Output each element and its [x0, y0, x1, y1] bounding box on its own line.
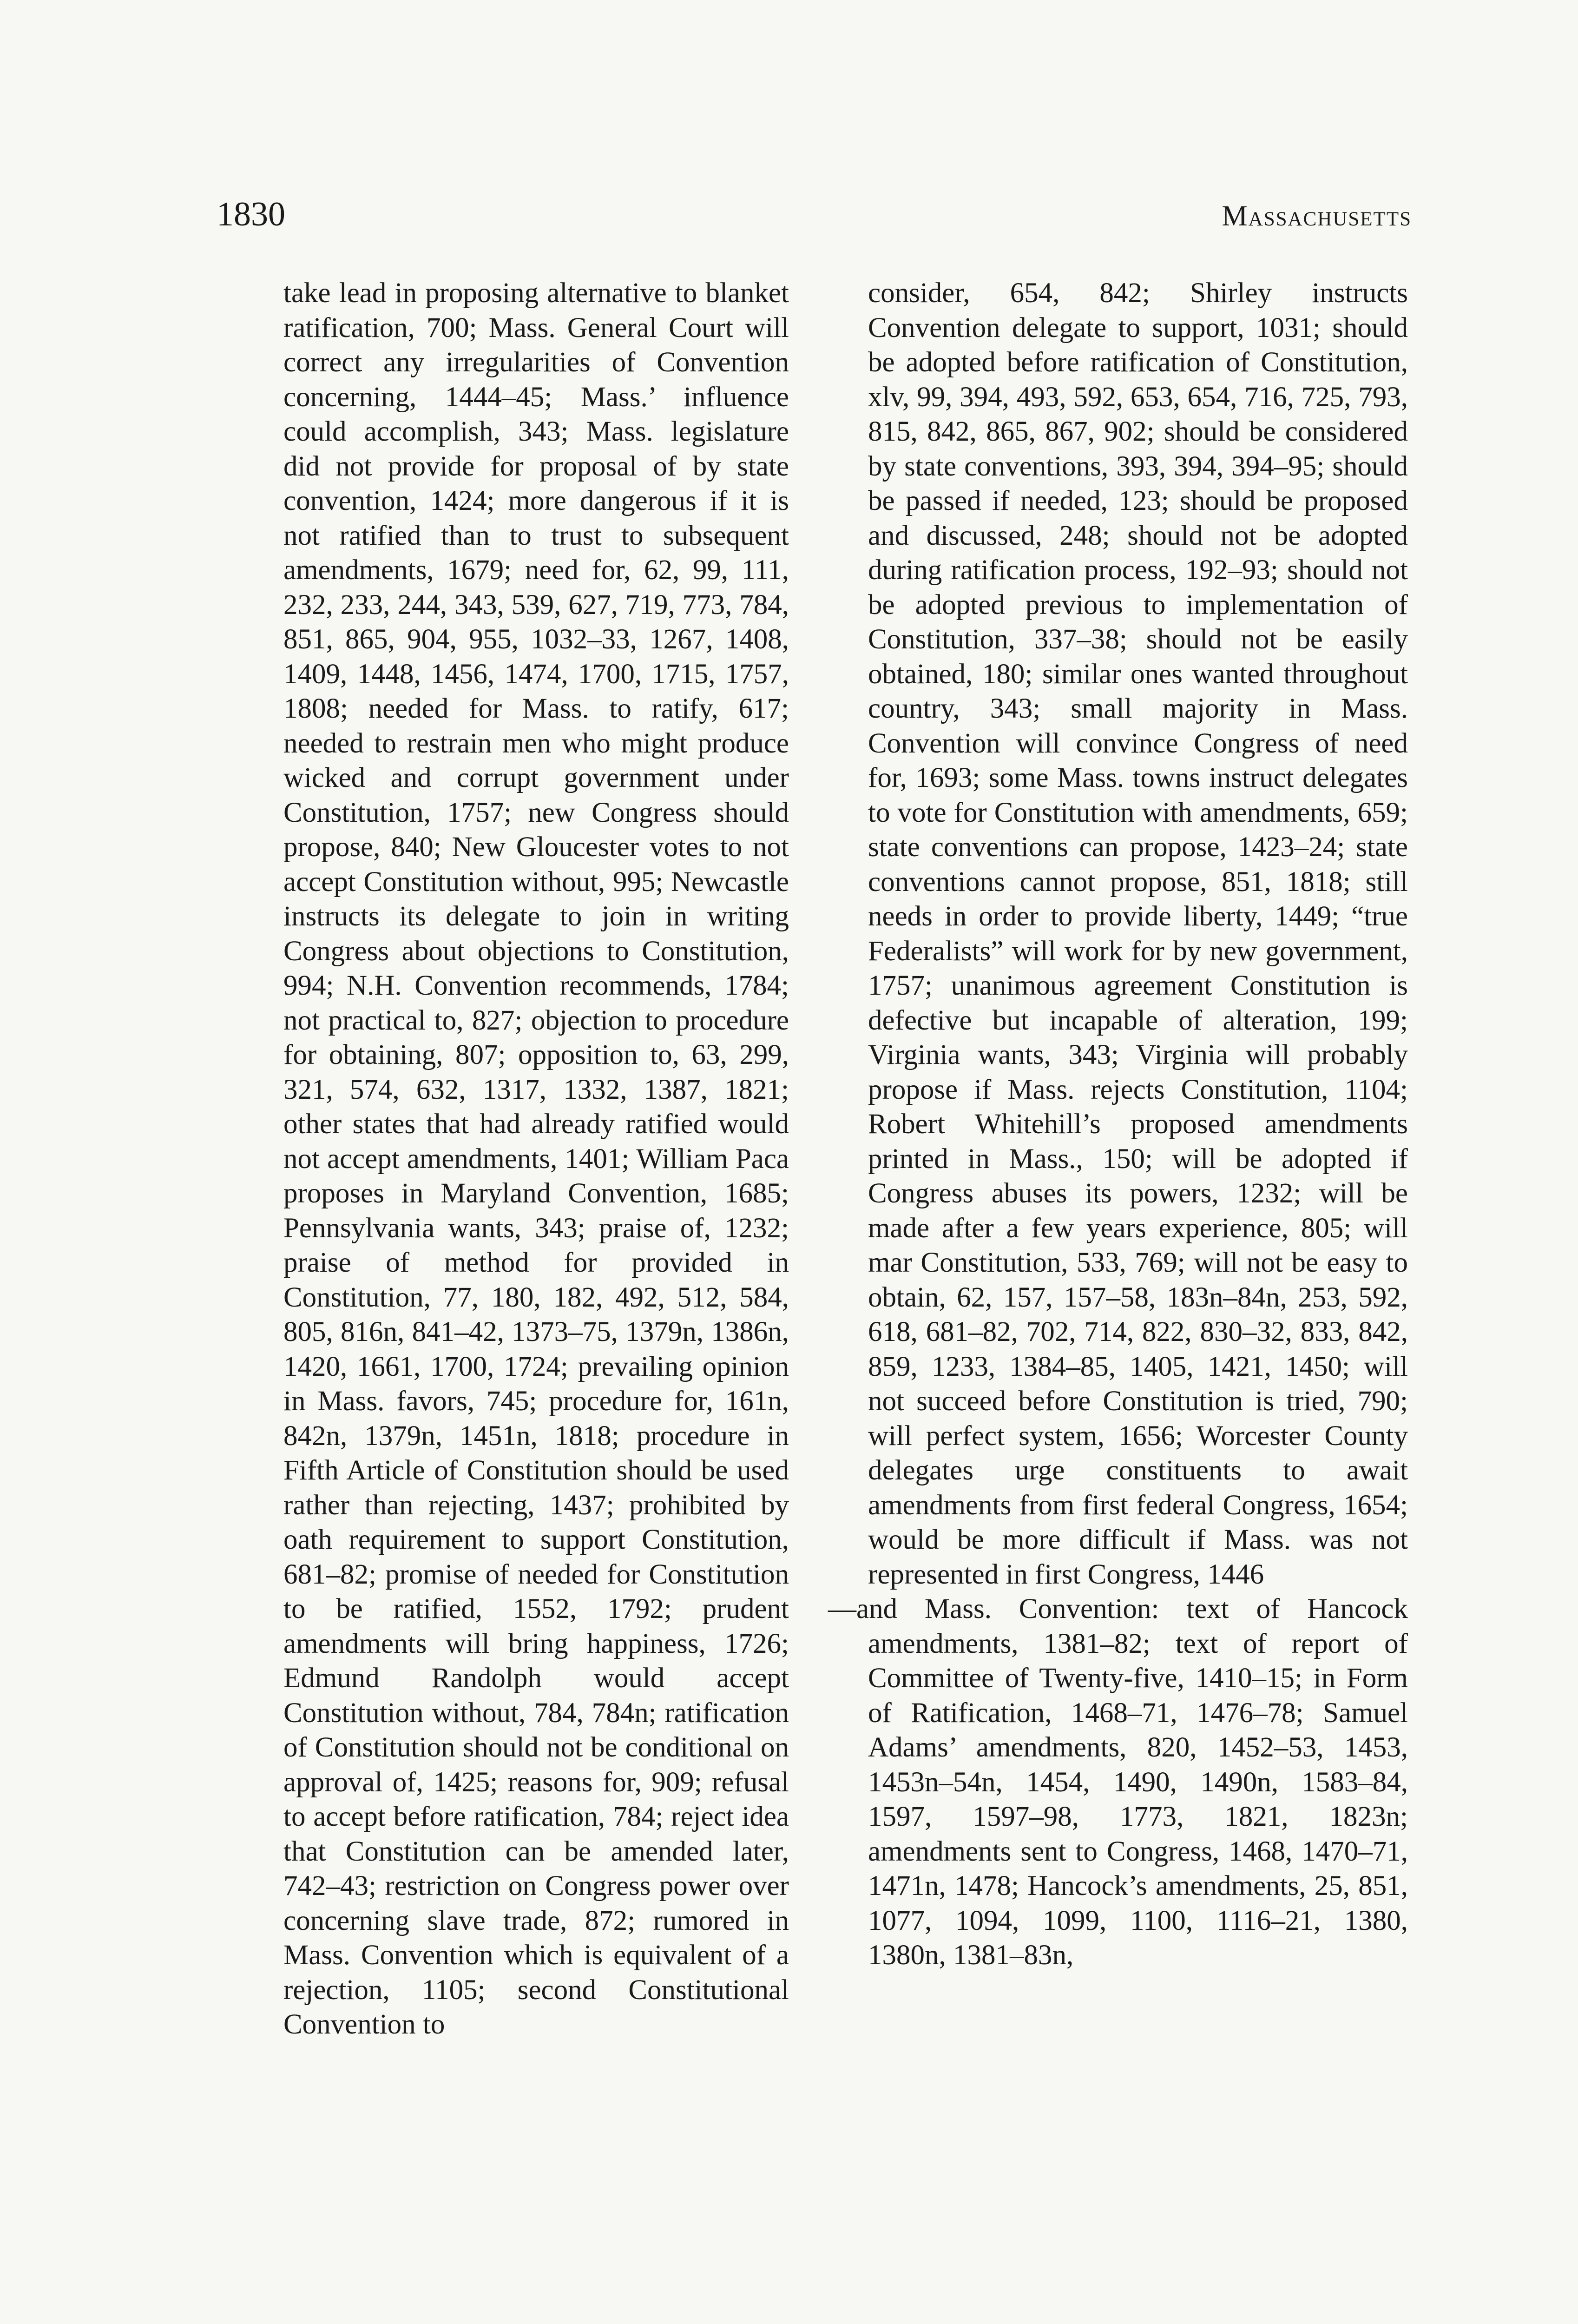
page-number: 1830 — [217, 195, 285, 233]
left-column — [243, 276, 789, 2042]
right-column — [828, 276, 1408, 1973]
index-entry-text: take lead in proposing alternative to blanket ratification, 700; Mass. General Court will correct any irregularities of Convention concerning, 1444–45; Mass.’ influence could accomplish, 343; Mass. legislature did not provide for proposal of by state convention, 1424; more dangerous if it is not ratified than to trust to subsequent amendments, 1679; need for, 62, 99, 111, 232, 233, 244, 343, 539, 627, 719, 773, 784, 851, 865, 904, 955, 1032–33, 1267, 1408, 1409, 1448, 1456, 1474, 1700, 1715, 1757, 1808; needed for Mass. to ratify, 617; needed to restrain men who might produce wicked and corrupt government under Constitution, 1757; new Congress should propose, 840; New Gloucester votes to not accept Constitution without, 995; Newcastle instructs its delegate to join in writing Congress about objections to Constitution, 994; N.H. Convention recommends, 1784; not practical to, 827; objection to procedure for obtaining, 807; opposition to, 63, 299, 321, 574, 632, 1317, 1332, 1387, 1821; other states that had already ratified would not accept amendments, 1401; William Paca proposes in Maryland Convention, 1685; Pennsylvania wants, 343; praise of, 1232; praise of method for provided in Constitution, 77, 180, 182, 492, 512, 584, 805, 816n, 841–42, 1373–75, 1379n, 1386n, 1420, 1661, 1700, 1724; prevailing opinion in Mass. favors, 745; procedure for, 161n, 842n, 1379n, 1451n, 1818; procedure in Fifth Article of Constitution should be used rather than rejecting, 1437; prohibited by oath requirement to support Constitution, 681–82; promise of needed for Constitution to be ratified, 1552, 1792; prudent amendments will bring happiness, 1726; Edmund Randolph would accept Constitution without, 784, 784n; ratification of Constitution should not be conditional on approval of, 1425; reasons for, 909; refusal to accept before ratification, 784; reject idea that Constitution can be amended later, 742–43; restriction on Congress power over concerning slave trade, 872; rumored in Mass. Convention which is equivalent of a rejection, 1105; second Constitutional Convention to — [283, 277, 789, 2040]
running-head: Massachusetts — [1222, 200, 1412, 232]
index-entry-continuation: consider, 654, 842; Shirley instructs Convention delegate to support, 1031; should be adopted before ratification of Constitution, xlv, 99, 394, 493, 592, 653, 654, 716, 725, 793, 815, 842, 865, 867, 902; should be considered by state conventions, 393, 394, 394–95; should be passed if needed, 123; should be proposed and discussed, 248; should not be adopted during ratification process, 192–93; should not be adopted previous to implementation of Constitution, 337–38; should not be easily obtained, 180; similar ones wanted throughout country, 343; small majority in Mass. Convention will convince Congress of need for, 1693; some Mass. towns instruct delegates to vote for Constitution with amendments, 659; state conventions can propose, 1423–24; state conventions cannot propose, 851, 1818; still needs in order to provide liberty, 1449; “true Federalists” will work for by new government, 1757; unanimous agreement Constitution is defective but incapable of alteration, 199; Virginia wants, 343; Virginia will probably propose if Mass. rejects Constitution, 1104; Robert Whitehill’s proposed amendments printed in Mass., 150; will be adopted if Congress abuses its powers, 1232; will be made after a few years experience, 805; will mar Constitution, 533, 769; will not be easy to obtain, 62, 157, 157–58, 183n–84n, 253, 592, 618, 681–82, 702, 714, 822, 830–32, 833, 842, 859, 1233, 1384–85, 1405, 1421, 1450; will not succeed before Constitution is tried, 790; will perfect system, 1656; Worcester County delegates urge constituents to await amendments from first federal Congress, 1654; would be more difficult if Mass. was not represented in first Congress, 1446 — [868, 277, 1408, 1590]
index-subentry: —and Mass. Convention: text of Hancock amendments, 1381–82; text of report of Committee of Twenty-five, 1410–15; in Form of Ratification, 1468–71, 1476–78; Samuel Adams’ amendments, 820, 1452–53, 1453, 1453n–54n, 1454, 1490, 1490n, 1583–84, 1597, 1597–98, 1773, 1821, 1823n; amendments sent to Congress, 1468, 1470–71, 1471n, 1478; Hancock’s amendments, 25, 851, 1077, 1094, 1099, 1100, 1116–21, 1380, 1380n, 1381–83n, — [828, 1593, 1408, 1971]
